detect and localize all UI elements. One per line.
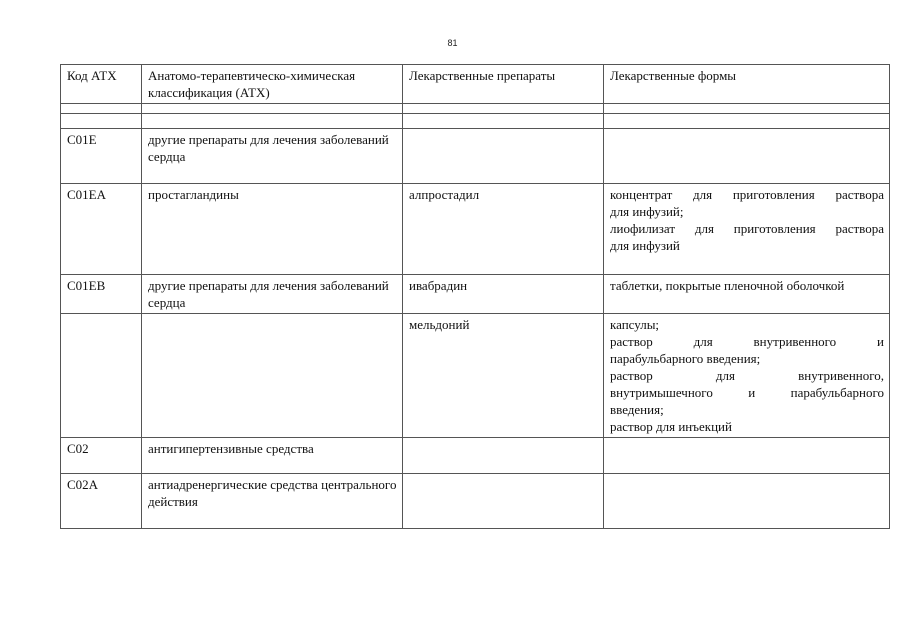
drug-cell <box>403 474 604 529</box>
drug-cell <box>403 438 604 474</box>
code-cell <box>61 314 142 438</box>
header-classification: Анатомо-терапевтическо-химическая классификация (АТХ) <box>142 65 403 104</box>
forms-cell <box>604 184 890 275</box>
empty-cell <box>61 114 142 129</box>
code-cell: C01E <box>61 129 142 184</box>
forms-line: для инфузий <box>610 238 680 253</box>
empty-cell <box>604 104 890 114</box>
atx-table <box>60 64 890 529</box>
forms-line: введения; <box>610 402 664 417</box>
code-cell: C02A <box>61 474 142 529</box>
page-number: 81 <box>447 38 458 48</box>
forms-cell <box>604 474 890 529</box>
empty-row <box>61 114 890 129</box>
classification-cell: простагландины <box>142 184 403 275</box>
table-row <box>61 129 890 184</box>
drug-cell <box>403 129 604 184</box>
forms-line: таблетки, покрытые пленочной оболочкой <box>610 278 845 293</box>
code-cell: C01EB <box>61 275 142 314</box>
forms-line: внутримышечного и парабульбарного <box>610 385 884 400</box>
forms-line: парабульбарного введения; <box>610 351 761 366</box>
header-drugs: Лекарственные препараты <box>403 65 604 104</box>
classification-cell <box>142 314 403 438</box>
empty-row <box>61 104 890 114</box>
table-row <box>61 314 890 438</box>
header-code: Код АТХ <box>61 65 142 104</box>
empty-cell <box>604 114 890 129</box>
empty-cell <box>403 114 604 129</box>
forms-cell <box>604 438 890 474</box>
table-row <box>61 438 890 474</box>
table-row <box>61 275 890 314</box>
code-cell: C01EA <box>61 184 142 275</box>
classification-cell: другие препараты для лечения заболеваний сердца <box>142 129 403 184</box>
forms-line: концентрат для приготовления раствора <box>610 187 884 202</box>
forms-line: для инфузий; <box>610 204 684 219</box>
empty-cell <box>142 104 403 114</box>
table-row <box>61 474 890 529</box>
table-row <box>61 184 890 275</box>
header-forms: Лекарственные формы <box>604 65 890 104</box>
empty-cell <box>61 104 142 114</box>
forms-line: капсулы; <box>610 317 660 332</box>
drug-cell: алпростадил <box>403 184 604 275</box>
code-cell: C02 <box>61 438 142 474</box>
forms-cell <box>604 275 890 314</box>
empty-cell <box>142 114 403 129</box>
drug-cell: мельдоний <box>403 314 604 438</box>
forms-cell <box>604 129 890 184</box>
empty-cell <box>403 104 604 114</box>
forms-line: лиофилизат для приготовления раствора <box>610 221 884 236</box>
classification-cell: антигипертензивные средства <box>142 438 403 474</box>
drug-cell: ивабрадин <box>403 275 604 314</box>
classification-cell: другие препараты для лечения заболеваний сердца <box>142 275 403 314</box>
forms-line: раствор для внутривенного, <box>610 368 884 383</box>
forms-cell <box>604 314 890 438</box>
classification-cell: антиадренергические средства центрального действия <box>142 474 403 529</box>
forms-line: раствор для внутривенного и <box>610 334 884 349</box>
forms-line: раствор для инъекций <box>610 419 732 434</box>
table-header-row <box>61 65 890 104</box>
